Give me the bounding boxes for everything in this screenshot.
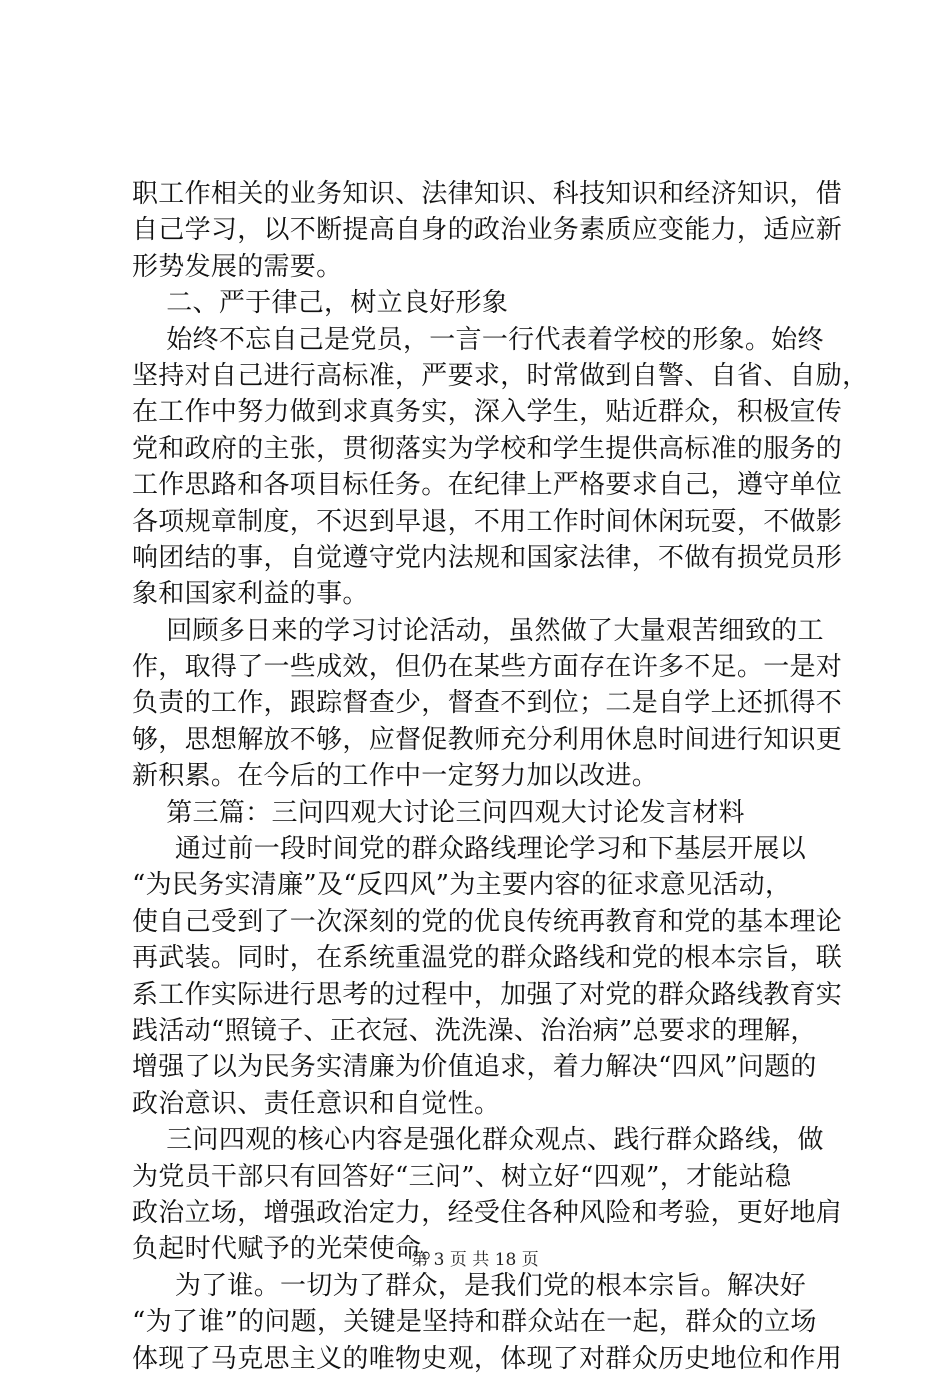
- body-text: [132, 176, 869, 1377]
- text-line: 通过前一段时间党的群众路线理论学习和下基层开展以: [132, 834, 807, 865]
- text-line: 始终不忘自己是党员，一言一行代表着学校的形象。始终: [132, 324, 824, 355]
- text-line: 党和政府的主张，贯彻落实为学校和学生提供高标准的服务的: [132, 433, 843, 464]
- text-line: 增强了以为民务实清廉为价值追求，着力解决“四风”问题的: [132, 1052, 817, 1083]
- text-line: 三问四观的核心内容是强化群众观点、践行群众路线，做: [132, 1125, 824, 1156]
- text-line: 作，取得了一些成效，但仍在某些方面存在许多不足。一是对: [132, 652, 843, 683]
- text-line: 坚持对自己进行高标准，严要求，时常做到自警、自省、自励，: [132, 360, 869, 391]
- text-line: 系工作实际进行思考的过程中，加强了对党的群众路线教育实: [132, 979, 843, 1010]
- text-line: 在工作中努力做到求真务实，深入学生，贴近群众，积极宣传: [132, 397, 843, 428]
- text-line: 为了谁。一切为了群众，是我们党的根本宗旨。解决好: [132, 1270, 807, 1301]
- text-line: 回顾多日来的学习讨论活动，虽然做了大量艰苦细致的工: [132, 615, 824, 646]
- text-line: 象和国家利益的事。: [132, 579, 369, 610]
- text-line: 再武装。同时，在系统重温党的群众路线和党的根本宗旨，联: [132, 943, 843, 974]
- text-line: 负责的工作，跟踪督查少，督查不到位；二是自学上还抓得不: [132, 688, 843, 719]
- text-line: 负起时代赋予的光荣使命。: [132, 1234, 448, 1265]
- text-line: 形势发展的需要。: [132, 251, 343, 282]
- text-line: 使自己受到了一次深刻的党的优良传统再教育和党的基本理论: [132, 906, 843, 937]
- text-line: 工作思路和各项目标任务。在纪律上严格要求自己，遵守单位: [132, 470, 843, 501]
- section-heading: 第三篇：三问四观大讨论三问四观大讨论发言材料: [132, 797, 745, 828]
- text-line: 职工作相关的业务知识、法律知识、科技知识和经济知识，借: [132, 179, 843, 209]
- text-line: 体现了马克思主义的唯物史观，体现了对群众历史地位和作用: [132, 1343, 843, 1374]
- text-line: 新积累。在今后的工作中一定努力加以改进。: [132, 761, 659, 792]
- text-line: 自己学习，以不断提高自身的政治业务素质应变能力，适应新: [132, 215, 843, 246]
- text-line: 践活动“照镜子、正衣冠、洗洗澡、治治病”总要求的理解，: [132, 1015, 817, 1046]
- section-heading: 二、严于律己，树立良好形象: [132, 288, 509, 319]
- text-line: 政治立场，增强政治定力，经受住各种风险和考验，更好地肩: [132, 1197, 843, 1228]
- text-line: “为了谁”的问题，关键是坚持和群众站在一起，群众的立场: [132, 1307, 817, 1338]
- text-line: 各项规章制度，不迟到早退，不用工作时间休闲玩耍，不做影: [132, 506, 843, 537]
- text-line: 够，思想解放不够，应督促教师充分利用休息时间进行知识更: [132, 724, 843, 755]
- text-line: “为民务实清廉”及“反四风”为主要内容的征求意见活动，: [132, 870, 792, 901]
- text-line: 为党员干部只有回答好“三问”、树立好“四观”，才能站稳: [132, 1161, 792, 1192]
- text-line: 政治意识、责任意识和自觉性。: [132, 1088, 501, 1119]
- page-number-footer: 第 3 页 共 18 页: [411, 1250, 539, 1270]
- text-line: 响团结的事，自觉遵守党内法规和国家法律，不做有损党员形: [132, 542, 843, 573]
